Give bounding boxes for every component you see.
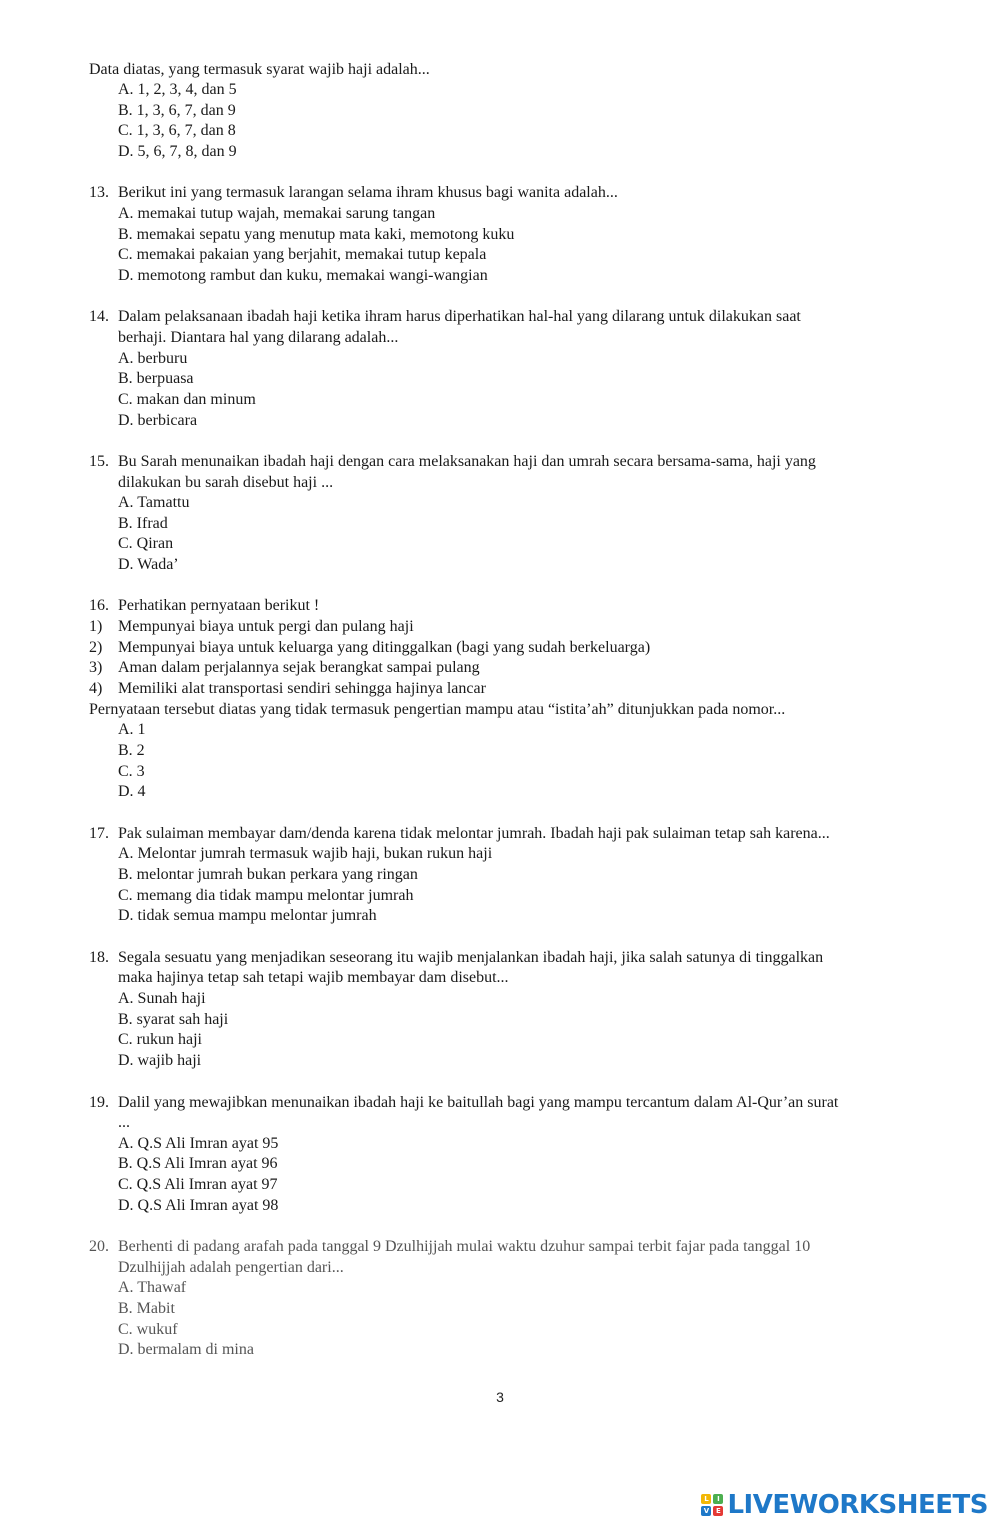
q15-option-b[interactable]: B. Ifrad [118, 515, 168, 532]
logo-cell: I [713, 1494, 723, 1504]
intro-option-b[interactable]: B. 1, 3, 6, 7, dan 9 [118, 102, 236, 119]
q16-statement-text: Aman dalam perjalannya sejak berangkat sampai pulang [118, 659, 480, 676]
q17-option-c[interactable]: C. memang dia tidak mampu melontar jumrah [118, 887, 414, 904]
q17-question: Pak sulaiman membayar dam/denda karena tidak melontar jumrah. Ibadah haji pak sulaiman tetap sah karena... [118, 825, 830, 842]
intro-option-d[interactable]: D. 5, 6, 7, 8, dan 9 [118, 143, 237, 160]
q19-number: 19. [89, 1094, 109, 1111]
q16-followup: Pernyataan tersebut diatas yang tidak termasuk pengertian mampu atau “istita’ah” ditunjukkan pada nomor... [89, 701, 786, 718]
q16-statement-number: 3) [89, 659, 103, 676]
q18-option-a[interactable]: A. Sunah haji [118, 990, 206, 1007]
logo-cell: E [713, 1506, 723, 1516]
q20-option-d[interactable]: D. bermalam di mina [118, 1341, 254, 1358]
q17-number: 17. [89, 825, 109, 842]
q16-statement-number: 1) [89, 618, 103, 635]
q18-option-c[interactable]: C. rukun haji [118, 1031, 202, 1048]
q18-question-line-2: maka hajinya tetap sah tetapi wajib membayar dam disebut... [118, 969, 509, 986]
q16-option-b[interactable]: B. 2 [118, 742, 145, 759]
q17-option-d[interactable]: D. tidak semua mampu melontar jumrah [118, 907, 377, 924]
q15-option-c[interactable]: C. Qiran [118, 535, 174, 552]
q18-option-b[interactable]: B. syarat sah haji [118, 1011, 229, 1028]
q15-question-line-2: dilakukan bu sarah disebut haji ... [118, 474, 334, 491]
q19-question-line-1: Dalil yang mewajibkan menunaikan ibadah haji ke baitullah bagi yang mampu tercantum dalam Al-Qur’an surat [118, 1094, 839, 1111]
logo-cell: L [701, 1494, 711, 1504]
q13-option-a[interactable]: A. memakai tutup wajah, memakai sarung tangan [118, 205, 436, 222]
q20-number: 20. [89, 1238, 109, 1255]
q16-statement-number: 2) [89, 639, 103, 656]
q16-question: Perhatikan pernyataan berikut ! [118, 597, 320, 614]
q19-option-b[interactable]: B. Q.S Ali Imran ayat 96 [118, 1155, 278, 1172]
logo-text: LIVEWORKSHEETS [727, 1490, 988, 1520]
q13-question: Berikut ini yang termasuk larangan selama ihram khusus bagi wanita adalah... [118, 184, 618, 201]
intro-option-a[interactable]: A. 1, 2, 3, 4, dan 5 [118, 81, 237, 98]
intro-option-c[interactable]: C. 1, 3, 6, 7, dan 8 [118, 122, 236, 139]
q16-option-a[interactable]: A. 1 [118, 721, 146, 738]
q20-question-line-2: Dzulhijjah adalah pengertian dari... [118, 1259, 344, 1276]
q16-statement-text: Mempunyai biaya untuk keluarga yang ditinggalkan (bagi yang sudah berkeluarga) [118, 639, 651, 656]
page-number: 3 [496, 1389, 504, 1405]
q17-option-b[interactable]: B. melontar jumrah bukan perkara yang ringan [118, 866, 418, 883]
q14-option-b[interactable]: B. berpuasa [118, 370, 194, 387]
q19-question-line-2: ... [118, 1114, 130, 1131]
q20-question-line-1: Berhenti di padang arafah pada tanggal 9 Dzulhijjah mulai waktu dzuhur sampai terbit fajar pada tanggal 10 [118, 1238, 811, 1255]
q15-question-line-1: Bu Sarah menunaikan ibadah haji dengan cara melaksanakan haji dan umrah secara bersama-sama, haji yang [118, 453, 816, 470]
q16-statement-number: 4) [89, 680, 103, 697]
q20-option-b[interactable]: B. Mabit [118, 1300, 175, 1317]
q20-option-a[interactable]: A. Thawaf [118, 1279, 187, 1296]
q13-option-c[interactable]: C. memakai pakaian yang berjahit, memakai tutup kepala [118, 246, 487, 263]
q19-option-d[interactable]: D. Q.S Ali Imran ayat 98 [118, 1197, 279, 1214]
q13-option-b[interactable]: B. memakai sepatu yang menutup mata kaki, memotong kuku [118, 226, 515, 243]
logo-icon [701, 1494, 723, 1516]
q17-option-a[interactable]: A. Melontar jumrah termasuk wajib haji, bukan rukun haji [118, 845, 493, 862]
logo-cell: V [701, 1506, 711, 1516]
q13-option-d[interactable]: D. memotong rambut dan kuku, memakai wangi-wangian [118, 267, 488, 284]
q18-number: 18. [89, 949, 109, 966]
q18-option-d[interactable]: D. wajib haji [118, 1052, 202, 1069]
intro-question: Data diatas, yang termasuk syarat wajib haji adalah... [89, 61, 430, 78]
liveworksheets-logo [701, 1490, 988, 1520]
q16-option-c[interactable]: C. 3 [118, 763, 145, 780]
q19-option-a[interactable]: A. Q.S Ali Imran ayat 95 [118, 1135, 279, 1152]
q19-option-c[interactable]: C. Q.S Ali Imran ayat 97 [118, 1176, 278, 1193]
q16-statement-text: Mempunyai biaya untuk pergi dan pulang haji [118, 618, 414, 635]
q16-number: 16. [89, 597, 109, 614]
q18-question-line-1: Segala sesuatu yang menjadikan seseorang itu wajib menjalankan ibadah haji, jika salah satunya di tinggalkan [118, 949, 824, 966]
q14-option-d[interactable]: D. berbicara [118, 412, 198, 429]
q14-option-a[interactable]: A. berburu [118, 350, 188, 367]
q14-question-line-2: berhaji. Diantara hal yang dilarang adalah... [118, 329, 399, 346]
q16-option-d[interactable]: D. 4 [118, 783, 146, 800]
q15-number: 15. [89, 453, 109, 470]
q15-option-d[interactable]: D. Wada’ [118, 556, 179, 573]
q14-question-line-1: Dalam pelaksanaan ibadah haji ketika ihram harus diperhatikan hal-hal yang dilarang untuk dilakukan saat [118, 308, 801, 325]
q16-statement-text: Memiliki alat transportasi sendiri sehingga hajinya lancar [118, 680, 486, 697]
q13-number: 13. [89, 184, 109, 201]
q15-option-a[interactable]: A. Tamattu [118, 494, 190, 511]
q14-number: 14. [89, 308, 109, 325]
q14-option-c[interactable]: C. makan dan minum [118, 391, 256, 408]
q20-option-c[interactable]: C. wukuf [118, 1321, 178, 1338]
